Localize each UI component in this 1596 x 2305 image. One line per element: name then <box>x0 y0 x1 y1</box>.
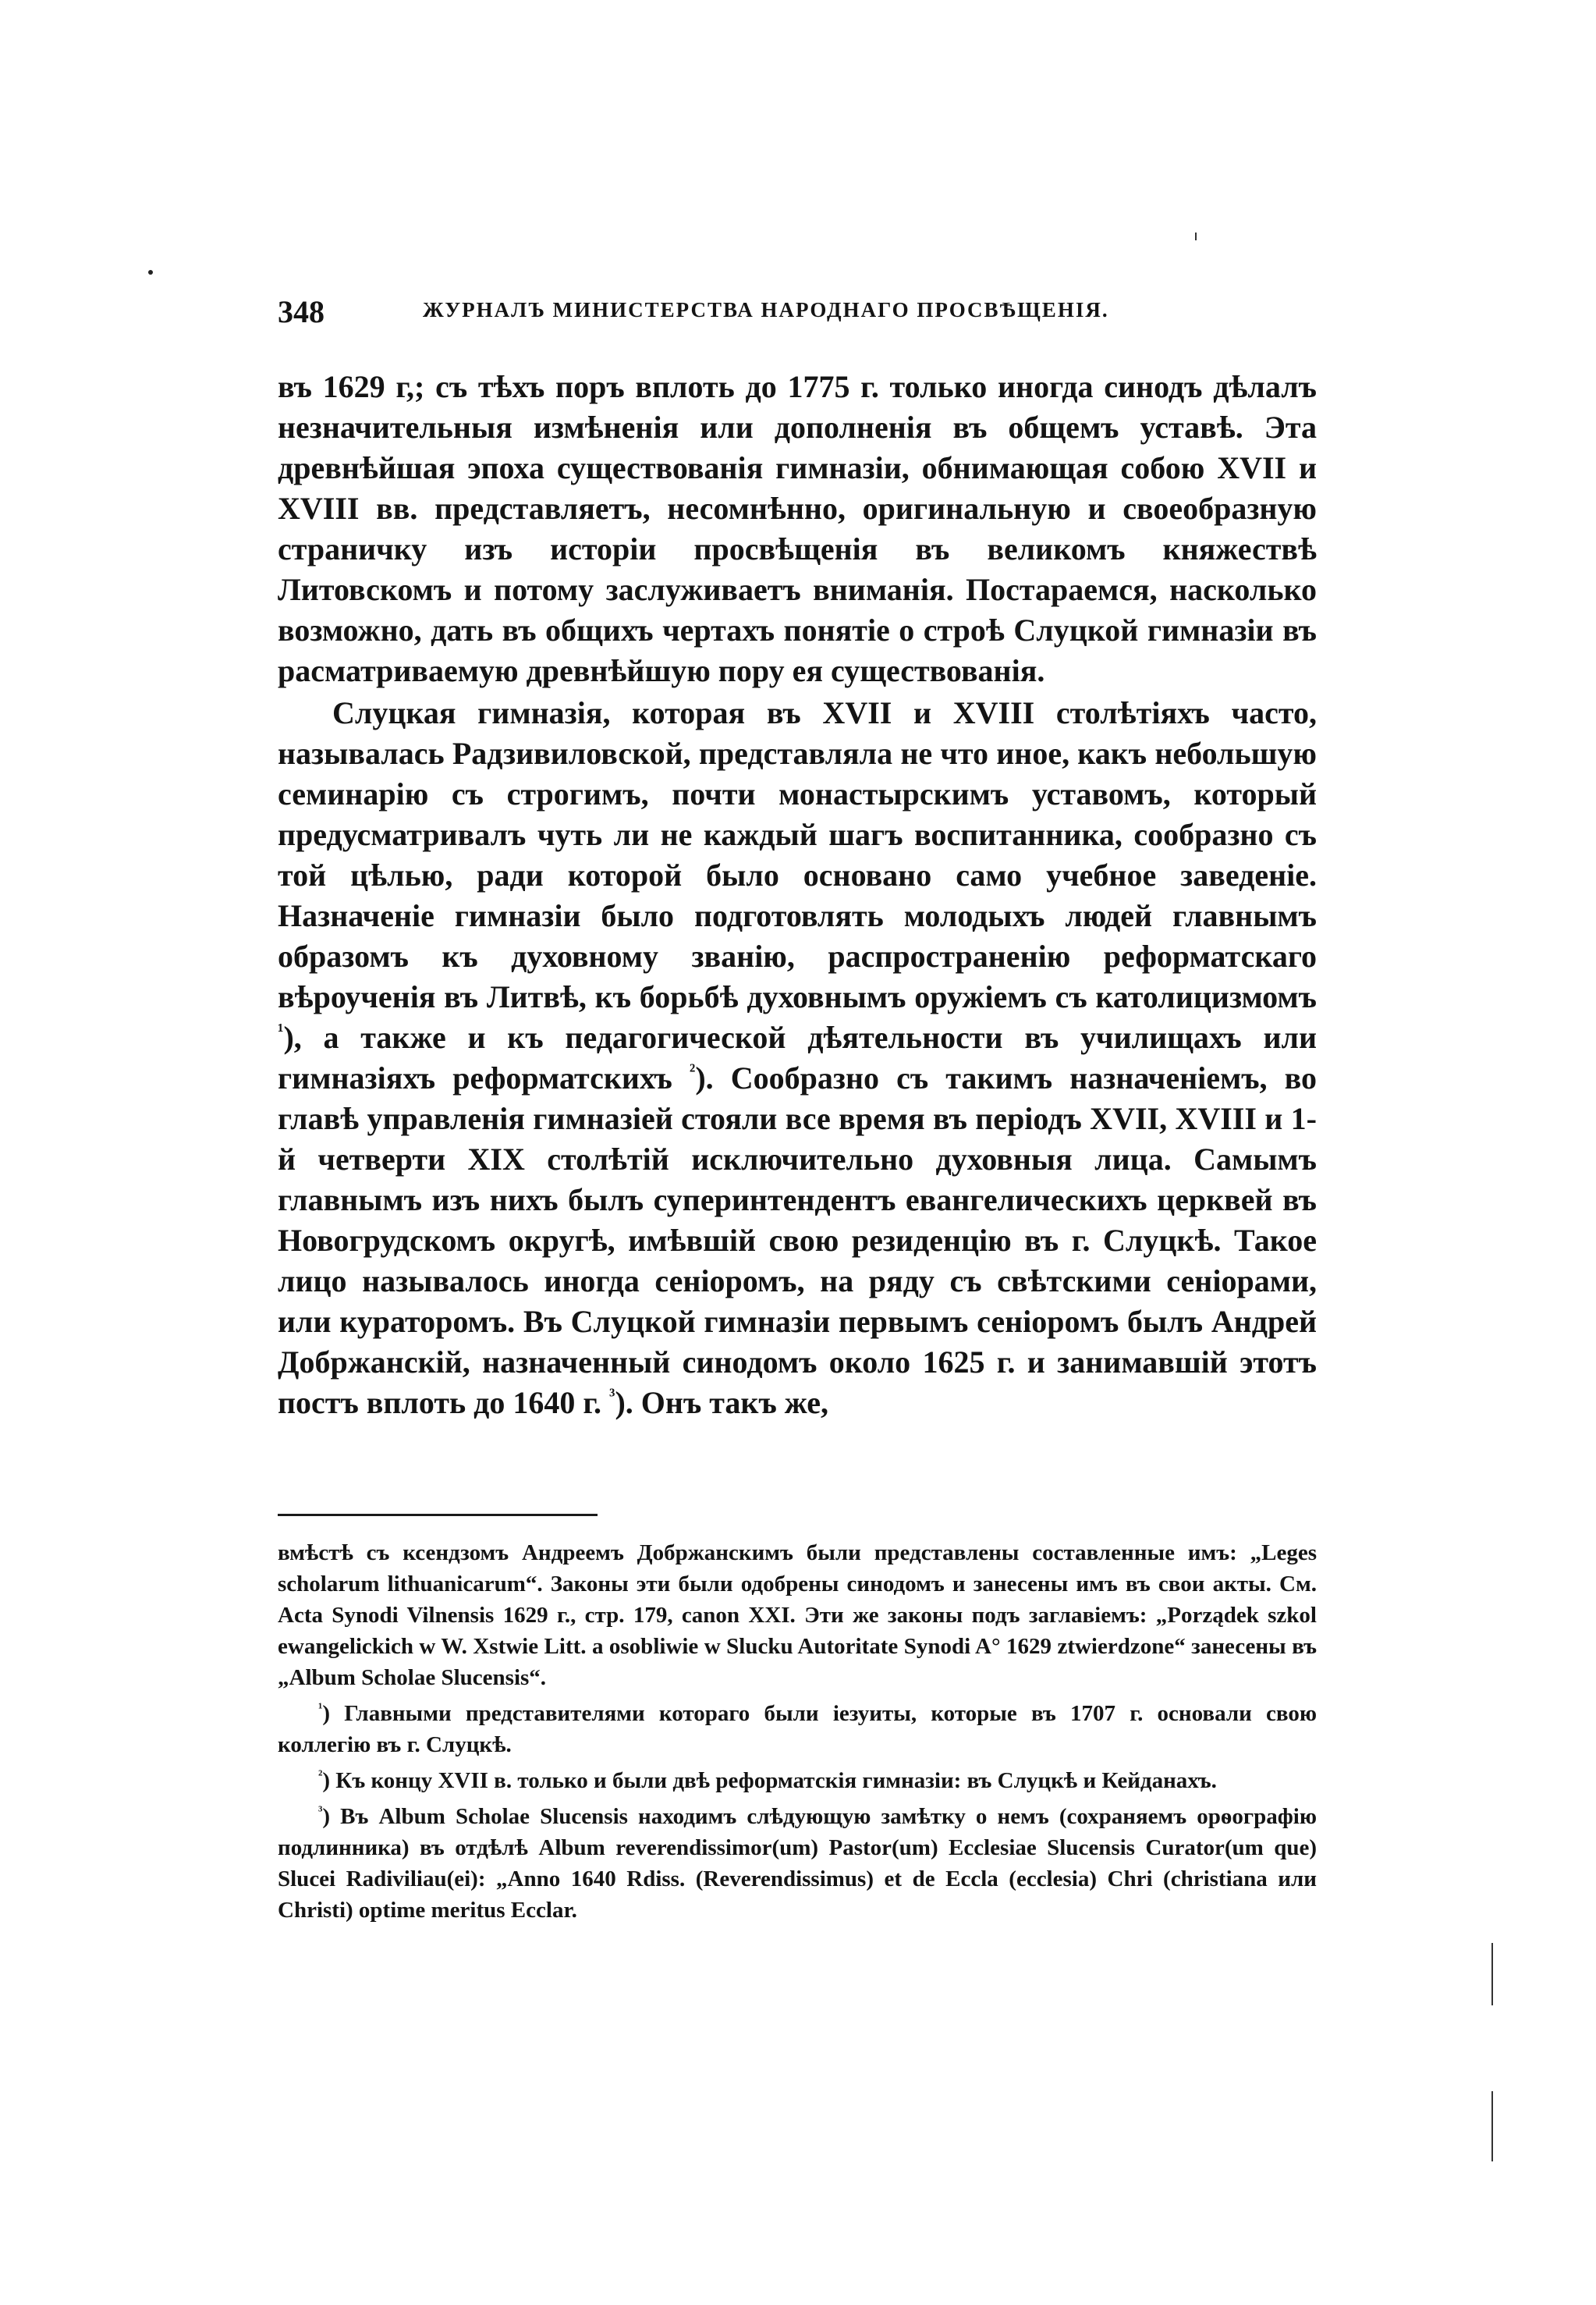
footnote-ref: ³ <box>609 1385 615 1407</box>
margin-mark <box>1491 2091 1493 2161</box>
paragraph-text: ). Сообразно съ такимъ назначеніемъ, во главѣ управленія гимназіей стояли все время въ періодъ XVII, XVIII и 1-й четверти XIX столѣтій исключительно духовныя лица. Самымъ главнымъ изъ нихъ былъ суперинтендентъ евангелическихъ церквей въ Новогрудскомъ округѣ, имѣвшій свою резиденцію въ г. Слуцкѣ. Такое лицо называлось иногда сеніоромъ, на ряду съ свѣтскими сеніорами, или кураторомъ. Въ Слуцкой гимназіи первымъ сеніоромъ былъ Андрей Добржанскій, назначенный синодомъ около 1625 г. и занимавшій этотъ постъ вплоть до 1640 г. <box>278 1060 1317 1420</box>
footnote-1 <box>278 1698 1317 1760</box>
footnote-text: ) Главными представителями котораго были іезуиты, которые въ 1707 г. основали свою коллегію въ г. Слуцкѣ. <box>278 1701 1317 1757</box>
footnote-text: ) Къ концу XVII в. только и были двѣ реформатскія гимназіи: въ Слуцкѣ и Кейданахъ. <box>322 1768 1217 1793</box>
margin-mark <box>1195 233 1197 240</box>
footnote-mark: ¹ <box>318 1699 323 1716</box>
body-paragraph <box>278 367 1317 691</box>
paragraph-text: въ 1629 г,; съ тѣхъ поръ вплоть до 1775 г. только иногда синодъ дѣлалъ незначительныя измѣненія или дополненія въ общемъ уставѣ. Эта древнѣйшая эпоха существованія гимназіи, обнимающая собою XVII и XVIII вв. представляетъ, несомнѣнно, оригинальную и своеобразную страничку изъ исторіи просвѣщенія въ великомъ княжествѣ Литовскомъ и потому заслуживаетъ вниманія. Постараемся, насколько возможно, дать въ общихъ чертахъ понятіе о строѣ Слуцкой гимназіи въ расматриваемую древнѣйшую пору ея существованія. <box>278 369 1317 688</box>
running-title: ЖУРНАЛЪ МИНИСТЕРСТВА НАРОДНАГО ПРОСВѢЩЕНІЯ. <box>423 298 1109 321</box>
paragraph-text: ). Онъ такъ же, <box>615 1385 829 1420</box>
paragraph-text: Слуцкая гимназія, которая въ XVII и XVIII столѣтіяхъ часто, называлась Радзивиловской, представляла не что иное, какъ небольшую семинарію съ строгимъ, почти монастырскимъ уставомъ, который предусматривалъ чуть ли не каждый шагъ воспитанника, сообразно съ той цѣлью, ради которой было основано само учебное заведеніе. Назначеніе гимназіи было подготовлять молодыхъ людей главнымъ образомъ къ духовному званію, распространенію реформатскаго вѣроученія въ Литвѣ, къ борьбѣ духовнымъ оружіемъ съ католицизмомъ <box>278 695 1317 1014</box>
page-header <box>278 293 1317 340</box>
footnote-continuation: вмѣстѣ съ ксендзомъ Андреемъ Добржанскимъ были представлены составленные имъ: „Leges scholarum lithuanicarum“. Законы эти были одобрены синодомъ и занесены имъ въ свои акты. См. Acta Synodi Vilnensis 1629 г., стр. 179, canon XXI. Эти же законы подъ заглавіемъ: „Porządek szkol ewangelickich w W. Xstwie Litt. a osobliwie w Slucku Autoritate Synodi A° 1629 ztwierdzone“ занесены въ „Album Scholae Slucensis“. <box>278 1540 1317 1690</box>
footnote-mark: ³ <box>318 1802 323 1819</box>
footnote-mark: ² <box>318 1767 323 1783</box>
footnote-2 <box>278 1765 1317 1796</box>
page-number: 348 <box>278 294 325 329</box>
footnote-divider <box>278 1514 598 1516</box>
paragraph-text: ), а также и къ педагогической дѣятельности въ училищахъ или гимназіяхъ реформатскихъ <box>278 1020 1317 1096</box>
margin-mark <box>1491 1943 1493 2005</box>
footnotes <box>278 1537 1317 1926</box>
footnote-3 <box>278 1801 1317 1926</box>
footnote-ref: ¹ <box>278 1020 284 1042</box>
ink-speck <box>148 270 153 275</box>
footnote-text: ) Въ Album Scholae Slucensis находимъ слѣдующую замѣтку о немъ (сохраняемъ орѳографію подлинника) въ отдѣлѣ Album reverendissimor(um) Pastor(um) Ecclesiae Slucensis Curator(um que) Slucei Radiviliau(ei): „Anno 1640 Rdiss. (Reverendissimus) et de Eccla (ecclesia) Chri (christiana или Christi) optime meritus Ecclar. <box>278 1804 1317 1923</box>
main-text <box>278 367 1317 1423</box>
footnote-ref: ² <box>689 1060 696 1082</box>
body-paragraph <box>278 693 1317 1423</box>
